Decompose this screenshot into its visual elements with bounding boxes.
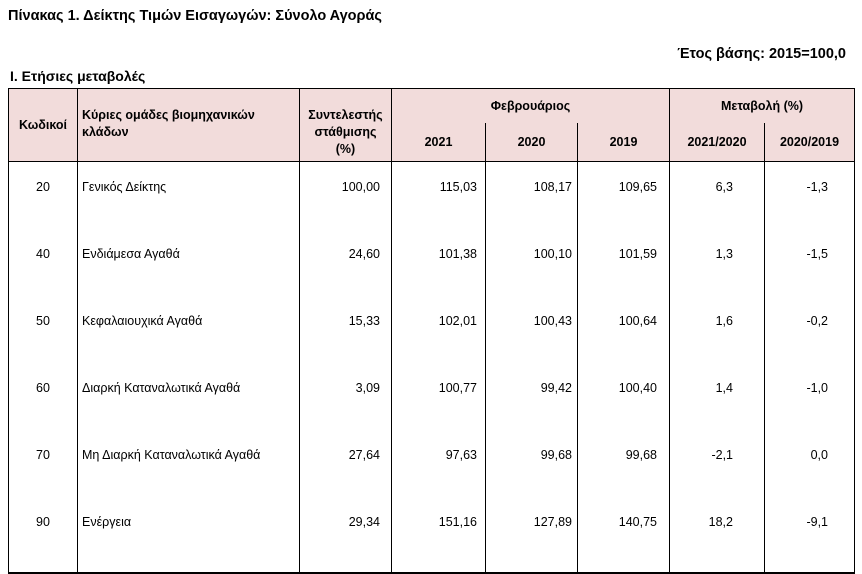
cell-2020: 100,43 (486, 304, 578, 371)
cell-change-2020-2019: 0,0 (765, 438, 855, 505)
header-change-2021-2020: 2021/2020 (670, 123, 765, 162)
header-year-2020: 2020 (486, 123, 578, 162)
cell-code: 40 (9, 237, 78, 304)
cell-group: Ενέργεια (78, 505, 300, 573)
table-row (9, 505, 855, 573)
cell-2019: 140,75 (578, 505, 670, 573)
base-year-note: Έτος βάσης: 2015=100,0 (677, 46, 846, 62)
cell-change-2021-2020: 1,6 (670, 304, 765, 371)
cell-2021: 101,38 (392, 237, 486, 304)
cell-weight: 15,33 (300, 304, 392, 371)
cell-weight: 29,34 (300, 505, 392, 573)
cell-change-2020-2019: -1,3 (765, 162, 855, 238)
cell-code: 90 (9, 505, 78, 573)
header-change-2020-2019: 2020/2019 (765, 123, 855, 162)
cell-change-2021-2020: -2,1 (670, 438, 765, 505)
cell-group: Ενδιάμεσα Αγαθά (78, 237, 300, 304)
cell-group: Μη Διαρκή Καταναλωτικά Αγαθά (78, 438, 300, 505)
cell-2019: 100,64 (578, 304, 670, 371)
cell-2019: 100,40 (578, 371, 670, 438)
cell-2021: 102,01 (392, 304, 486, 371)
table-row (9, 438, 855, 505)
cell-code: 20 (9, 162, 78, 238)
cell-2019: 109,65 (578, 162, 670, 238)
cell-group: Κεφαλαιουχικά Αγαθά (78, 304, 300, 371)
cell-weight: 100,00 (300, 162, 392, 238)
table-header (9, 89, 855, 162)
header-code: Κωδικοί (9, 89, 78, 162)
cell-2020: 108,17 (486, 162, 578, 238)
cell-2021: 115,03 (392, 162, 486, 238)
cell-code: 70 (9, 438, 78, 505)
cell-change-2021-2020: 6,3 (670, 162, 765, 238)
cell-code: 50 (9, 304, 78, 371)
cell-change-2020-2019: -9,1 (765, 505, 855, 573)
cell-2019: 101,59 (578, 237, 670, 304)
cell-weight: 3,09 (300, 371, 392, 438)
table-body (9, 162, 855, 574)
header-group: Κύριες ομάδες βιομηχανικών κλάδων (78, 89, 300, 162)
cell-change-2021-2020: 1,4 (670, 371, 765, 438)
cell-2020: 99,68 (486, 438, 578, 505)
cell-change-2020-2019: -1,0 (765, 371, 855, 438)
price-index-table (8, 88, 855, 574)
header-weight: Συντελεστής στάθμισης (%) (300, 89, 392, 162)
cell-2020: 100,10 (486, 237, 578, 304)
header-year-2019: 2019 (578, 123, 670, 162)
table-row (9, 304, 855, 371)
cell-2020: 99,42 (486, 371, 578, 438)
cell-2021: 100,77 (392, 371, 486, 438)
cell-change-2021-2020: 18,2 (670, 505, 765, 573)
page-title: Πίνακας 1. Δείκτης Τιμών Εισαγωγών: Σύνολο Αγοράς (8, 8, 382, 24)
cell-2019: 99,68 (578, 438, 670, 505)
cell-change-2021-2020: 1,3 (670, 237, 765, 304)
table-row (9, 371, 855, 438)
cell-weight: 27,64 (300, 438, 392, 505)
cell-2020: 127,89 (486, 505, 578, 573)
table-row (9, 237, 855, 304)
cell-change-2020-2019: -0,2 (765, 304, 855, 371)
cell-2021: 151,16 (392, 505, 486, 573)
header-month: Φεβρουάριος (392, 89, 670, 124)
cell-change-2020-2019: -1,5 (765, 237, 855, 304)
table-row (9, 162, 855, 238)
cell-group: Διαρκή Καταναλωτικά Αγαθά (78, 371, 300, 438)
header-change: Μεταβολή (%) (670, 89, 855, 124)
cell-weight: 24,60 (300, 237, 392, 304)
section-title: I. Ετήσιες μεταβολές (10, 68, 146, 84)
cell-2021: 97,63 (392, 438, 486, 505)
header-year-2021: 2021 (392, 123, 486, 162)
cell-group: Γενικός Δείκτης (78, 162, 300, 238)
cell-code: 60 (9, 371, 78, 438)
